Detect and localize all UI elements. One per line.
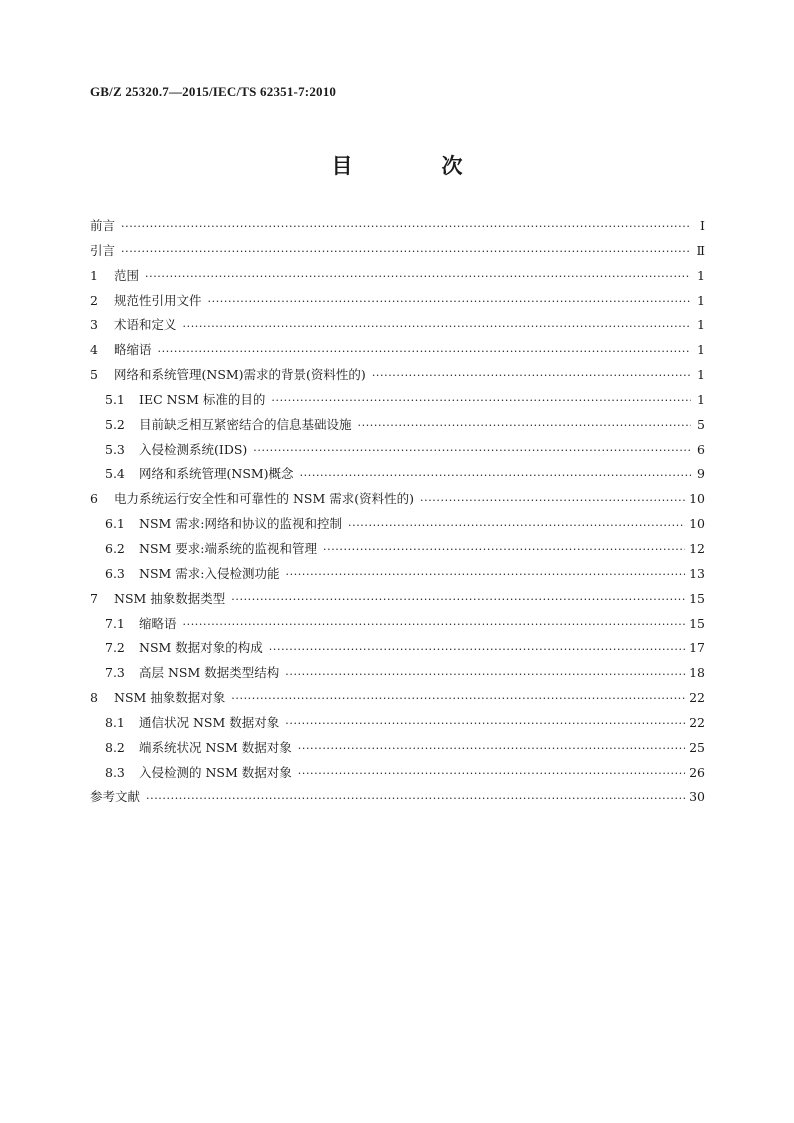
toc-leader-dots [121, 248, 691, 260]
toc-entry[interactable] [90, 587, 705, 612]
toc-entry[interactable] [90, 612, 705, 637]
toc-entry-page: 1 [697, 267, 705, 283]
toc-entry-title: 目前缺乏相互紧密结合的信息基础设施 [139, 416, 352, 432]
toc-entry-number: 7.2 [105, 640, 125, 656]
toc-leader-dots [286, 571, 686, 583]
toc-entry-title: 入侵检测系统(IDS) [139, 441, 248, 457]
toc-entry-page: 10 [689, 516, 705, 532]
toc-leader-dots [183, 621, 686, 633]
toc-leader-dots [231, 695, 685, 707]
toc-leader-dots [269, 646, 685, 658]
standard-number: GB/Z 25320.7—2015/IEC/TS 62351-7:2010 [90, 84, 337, 99]
toc-entry-title: 范围 [114, 267, 140, 283]
toc-leader-dots [183, 323, 691, 335]
toc-entry-page: 26 [689, 764, 705, 780]
toc-entry-title: NSM 抽象数据类型 [114, 590, 226, 606]
toc-leader-dots [121, 223, 691, 235]
toc-entry-page: 13 [689, 565, 705, 581]
toc-entry-number: 8.3 [105, 764, 125, 780]
toc-entry-title: 略缩语 [114, 342, 152, 358]
toc-entry-title: 缩略语 [139, 615, 177, 631]
toc-entry[interactable] [90, 462, 705, 487]
toc-entry[interactable] [90, 214, 705, 239]
toc-entry[interactable] [90, 289, 705, 314]
toc-entry[interactable] [90, 537, 705, 562]
toc-entry-title: 参考文献 [90, 789, 141, 805]
toc-entry-number: 5.2 [105, 416, 125, 432]
toc-entry-number: 8.1 [105, 714, 125, 730]
toc-entry-page: 1 [697, 391, 705, 407]
toc-entry-number: 4 [90, 342, 98, 358]
toc-entry[interactable] [90, 512, 705, 537]
toc-entry-page: 22 [689, 690, 705, 706]
toc-entry-page: Ⅰ [700, 218, 705, 233]
toc-entry-title: 网络和系统管理(NSM)概念 [139, 466, 294, 482]
toc-entry-number: 6.1 [105, 516, 125, 532]
toc-entry-number: 6.3 [105, 565, 125, 581]
toc-entry-page: 1 [697, 367, 705, 383]
toc-entry-number: 5.1 [105, 391, 125, 407]
toc-leader-dots [323, 546, 685, 558]
toc-entry-number: 5.4 [105, 466, 125, 482]
toc-entry-title: 高层 NSM 数据类型结构 [139, 665, 280, 681]
table-of-contents [90, 214, 705, 810]
toc-entry-page: Ⅱ [696, 242, 705, 258]
toc-entry[interactable] [90, 661, 705, 686]
toc-leader-dots [298, 770, 685, 782]
toc-leader-dots [348, 522, 685, 534]
toc-entry-title: NSM 数据对象的构成 [139, 640, 263, 656]
toc-entry[interactable] [90, 413, 705, 438]
toc-leader-dots [146, 795, 685, 807]
toc-entry-title: 端系统状况 NSM 数据对象 [139, 739, 292, 755]
toc-entry[interactable] [90, 761, 705, 786]
toc-entry-number: 7.1 [105, 615, 125, 631]
toc-entry[interactable] [90, 313, 705, 338]
toc-leader-dots [298, 745, 685, 757]
toc-entry-page: 15 [689, 615, 705, 631]
toc-leader-dots [285, 671, 685, 683]
toc-entry-page: 22 [689, 714, 705, 730]
toc-entry-page: 9 [697, 466, 705, 482]
toc-entry-number: 5 [90, 367, 98, 383]
toc-entry-number: 3 [90, 317, 98, 333]
toc-entry[interactable] [90, 711, 705, 736]
toc-entry[interactable] [90, 562, 705, 587]
toc-entry[interactable] [90, 487, 705, 512]
toc-entry[interactable] [90, 438, 705, 463]
toc-entry-title: NSM 抽象数据对象 [114, 690, 226, 706]
toc-entry-title: IEC NSM 标准的目的 [139, 391, 266, 407]
toc-entry-number: 1 [90, 267, 98, 283]
toc-entry-page: 17 [689, 640, 705, 656]
toc-leader-dots [271, 397, 691, 409]
toc-leader-dots [208, 298, 691, 310]
toc-entry-title: 通信状况 NSM 数据对象 [139, 714, 280, 730]
toc-entry-number: 6.2 [105, 540, 125, 556]
toc-entry-page: 25 [689, 739, 705, 755]
toc-entry-number: 8.2 [105, 739, 125, 755]
toc-entry-page: 1 [697, 317, 705, 333]
toc-entry-page: 5 [697, 416, 705, 432]
toc-entry-title: 规范性引用文件 [114, 292, 202, 308]
toc-entry-title: NSM 要求:端系统的监视和管理 [139, 540, 317, 556]
toc-entry[interactable] [90, 388, 705, 413]
toc-entry[interactable] [90, 736, 705, 761]
toc-entry[interactable] [90, 338, 705, 363]
toc-entry-title: 引言 [90, 242, 116, 258]
toc-entry[interactable] [90, 636, 705, 661]
toc-entry-title: 网络和系统管理(NSM)需求的背景(资料性的) [114, 367, 366, 383]
toc-leader-dots [253, 447, 691, 459]
toc-entry-number: 7.3 [105, 665, 125, 681]
toc-entry-title: 电力系统运行安全性和可靠性的 NSM 需求(资料性的) [114, 491, 415, 507]
toc-entry-title: 术语和定义 [114, 317, 177, 333]
toc-leader-dots [285, 720, 685, 732]
toc-entry-page: 30 [689, 789, 705, 805]
toc-entry-title: NSM 需求:网络和协议的监视和控制 [139, 516, 342, 532]
toc-leader-dots [158, 348, 691, 360]
toc-leader-dots [145, 273, 691, 285]
page-title: 目 次 [331, 153, 497, 178]
toc-leader-dots [358, 422, 691, 434]
toc-leader-dots [420, 497, 685, 509]
toc-entry-page: 15 [689, 590, 705, 606]
toc-leader-dots [372, 372, 691, 384]
toc-entry-title: NSM 需求:入侵检测功能 [139, 565, 280, 581]
toc-leader-dots [300, 472, 691, 484]
toc-entry-number: 6 [90, 491, 98, 507]
toc-entry-number: 8 [90, 690, 98, 706]
toc-entry-page: 10 [689, 491, 705, 507]
toc-leader-dots [231, 596, 685, 608]
toc-entry-number: 5.3 [105, 441, 125, 457]
toc-entry-title: 入侵检测的 NSM 数据对象 [139, 764, 292, 780]
toc-entry[interactable] [90, 264, 705, 289]
toc-entry-page: 1 [697, 292, 705, 308]
toc-entry-page: 12 [689, 540, 705, 556]
toc-entry-page: 18 [689, 665, 705, 681]
toc-entry-number: 7 [90, 590, 98, 606]
toc-entry-page: 6 [697, 441, 705, 457]
toc-entry-title: 前言 [90, 218, 116, 233]
toc-entry[interactable] [90, 686, 705, 711]
toc-entry[interactable] [90, 785, 705, 810]
toc-entry[interactable] [90, 363, 705, 388]
toc-entry[interactable] [90, 239, 705, 264]
toc-entry-number: 2 [90, 292, 98, 308]
toc-entry-page: 1 [697, 342, 705, 358]
